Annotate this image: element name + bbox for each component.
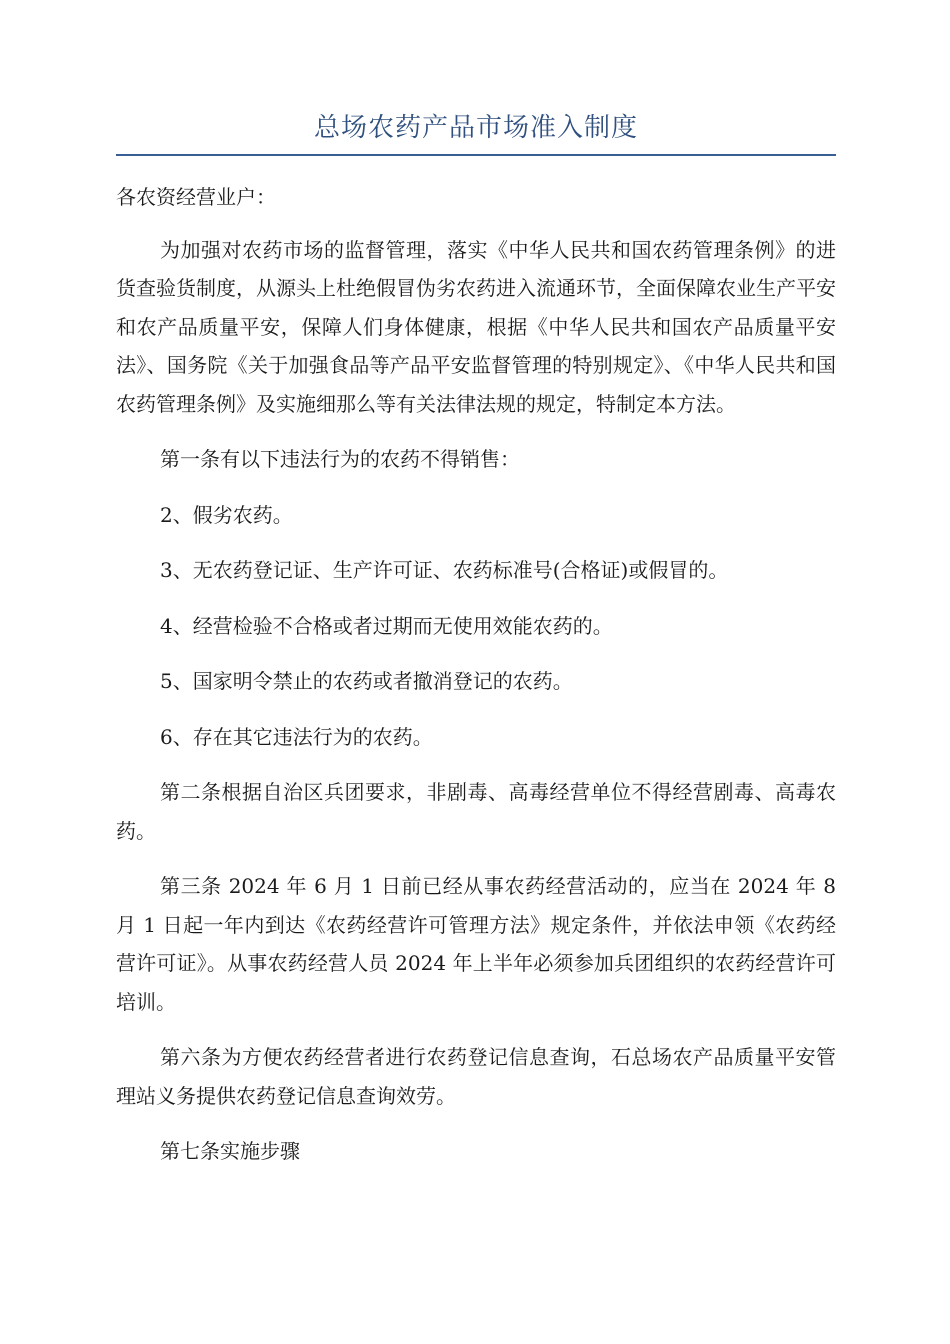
list-item-6: 6、存在其它违法行为的农药。 (160, 724, 433, 749)
article-3: 第三条 2024 年 6 月 1 日前已经从事农药经营活动的，应当在 2024 年 8 月 1 日起一年内到达《农药经营许可管理方法》规定条件，并依法申领《农药经营许可证》。从事农药经营人员 2024 年上半年必须参加兵团组织的农药经营许可培训。 (116, 874, 836, 1014)
salutation: 各农资经营业户： (116, 185, 276, 209)
title-underline (116, 154, 836, 156)
list-item-5: 5、国家明令禁止的农药或者撤消登记的农药。 (160, 669, 573, 693)
list-item-2: 2、假劣农药。 (160, 502, 293, 527)
article-2: 第二条根据自治区兵团要求，非剧毒、高毒经营单位不得经营剧毒、高毒农药。 (116, 780, 836, 843)
document-title: 总场农药产品市场准入制度 (313, 113, 638, 143)
document-page (116, 108, 836, 1171)
article-7-heading: 第七条实施步骤 (160, 1139, 300, 1163)
article-1-heading: 第一条有以下违法行为的农药不得销售： (160, 447, 520, 471)
paragraph-intro: 为加强对农药市场的监督管理，落实《中华人民共和国农药管理条例》的进货查验货制度，从源头上杜绝假冒伪劣农药进入流通环节，全面保障农业生产平安和农产品质量平安，保障人们身体健康，根据《中华人民共和国农产品质量平安法》、国务院《关于加强食品等产品平安监督管理的特别规定》、《中华人民共和国农药管理条例》及实施细那么等有关法律法规的规定，特制定本方法。 (116, 237, 836, 416)
list-item-3: 3、无农药登记证、生产许可证、农药标准号(合格证)或假冒的。 (160, 558, 729, 582)
article-6: 第六条为方便农药经营者进行农药登记信息查询，石总场农产品质量平安管理站义务提供农药登记信息查询效劳。 (116, 1045, 836, 1108)
list-item-4: 4、经营检验不合格或者过期而无使用效能农药的。 (160, 613, 613, 638)
